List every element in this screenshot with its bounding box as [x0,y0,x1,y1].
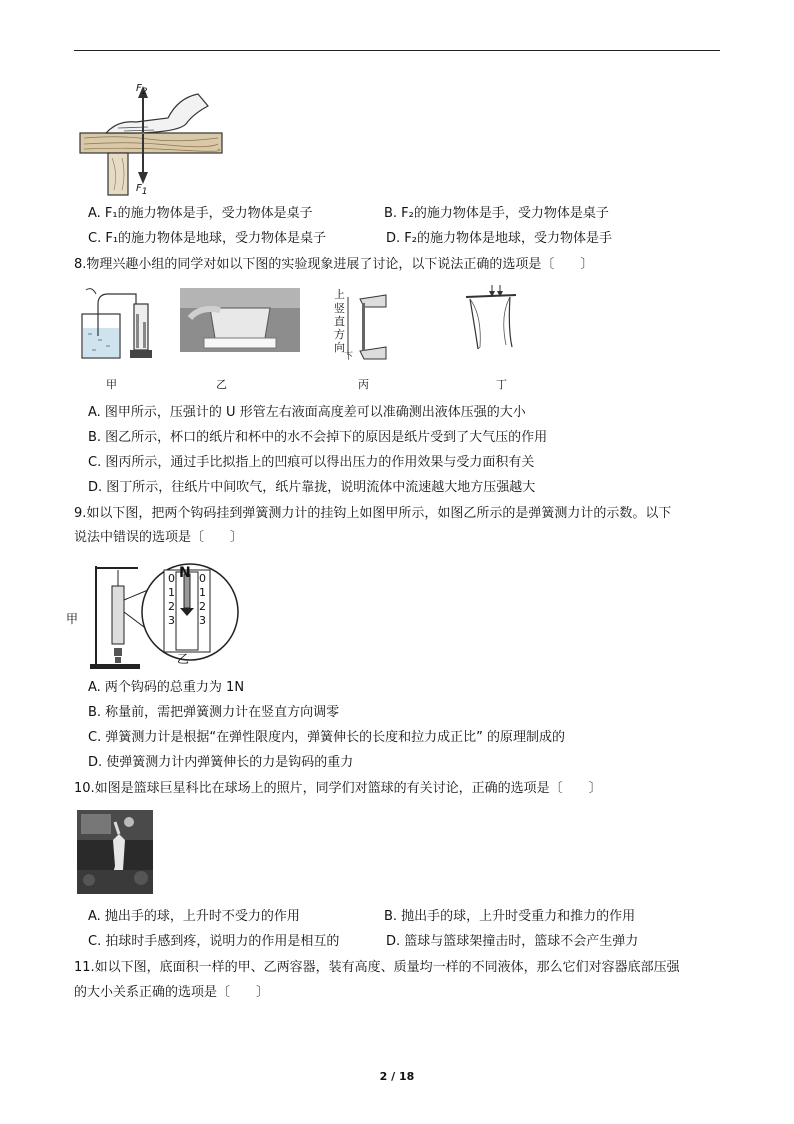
q9-stem-line1: 9.如以下图，把两个钩码挂到弹簧测力计的挂钩上如图甲所示，如图乙所示的是弹簧测力计的示数。以下 [74,506,672,521]
q7-option-c: C. F₁的施力物体是地球，受力物体是桌子 [88,231,327,246]
q8-label-bing: 丙 [358,378,369,391]
q8-fig-yi [180,288,300,352]
q9-stem-line2: 说法中错误的选项是〔 〕 [74,530,244,545]
q7-force-figure [78,78,223,196]
q8-label-ding: 丁 [496,378,507,391]
q8-fig-jia [78,284,158,362]
q9-option-b: B. 称量前，需把弹簧测力计在竖直方向调零 [88,705,340,720]
q10-option-d: D. 篮球与篮球架撞击时，篮球不会产生弹力 [386,934,639,949]
bing-top-label: 上 [334,288,345,301]
f2-label: $F_2$ [136,83,148,97]
q8-label-yi: 乙 [216,378,227,391]
page-number: 2 / 18 [379,1070,415,1083]
q9-option-d: D. 使弹簧测力计内弹簧伸长的力是钩码的重力 [88,755,354,770]
q11-stem-line2: 的大小关系正确的选项是〔 〕 [74,985,270,1000]
q9-scale-ticks-right: 0 1 2 3 [199,572,206,627]
q7-option-a: A. F₁的施力物体是手，受力物体是桌子 [88,206,313,221]
q8-label-jia: 甲 [106,378,117,391]
q10-basketball-photo [77,810,153,894]
q9-spring-scale-figure [90,560,240,672]
q9-scale-ticks-left: 0 1 2 3 [168,572,175,627]
q8-option-d: D. 图丁所示，往纸片中间吹气，纸片靠拢，说明流体中流速越大地方压强越大 [88,480,536,495]
q9-option-a: A. 两个钩码的总重力为 1N [88,680,245,695]
q11-stem-line1: 11.如以下图，底面积一样的甲、乙两容器，装有高度、质量均一样的不同液体，那么它们对容器底部压强 [74,960,680,975]
q7-option-b: B. F₂的施力物体是手，受力物体是桌子 [384,206,609,221]
q9-scale-unit: N [179,565,191,581]
q10-option-b: B. 抛出手的球，上升时受重力和推力的作用 [384,909,636,924]
q9-label-yi: 乙 [177,652,190,666]
q7-option-d: D. F₂的施力物体是地球，受力物体是手 [386,231,612,246]
bing-bottom-label: 下 [344,352,354,362]
q10-option-c: C. 拍球时手感到疼，说明力的作用是相互的 [88,934,340,949]
bing-direction-label: 竖 直 方 向 [334,302,345,354]
q8-stem: 8.物理兴趣小组的同学对如以下图的实验现象进展了讨论，以下说法正确的选项是〔 〕 [74,257,594,272]
q10-option-a: A. 抛出手的球，上升时不受力的作用 [88,909,300,924]
q9-label-jia: 甲 [66,612,79,626]
q10-stem: 10.如图是篮球巨星科比在球场上的照片，同学们对篮球的有关讨论，正确的选项是〔 〕 [74,781,602,796]
q8-option-b: B. 图乙所示，杯口的纸片和杯中的水不会掉下的原因是纸片受到了大气压的作用 [88,430,548,445]
q9-option-c: C. 弹簧测力计是根据“在弹性限度内，弹簧伸长的长度和拉力成正比” 的原理制成的 [88,730,565,745]
header-rule [74,50,720,51]
q8-option-a: A. 图甲所示，压强计的 U 形管左右液面高度差可以准确测出液体压强的大小 [88,405,526,420]
q8-option-c: C. 图丙所示，通过手比拟指上的凹痕可以得出压力的作用效果与受力面积有关 [88,455,535,470]
q8-fig-ding [462,285,532,355]
f1-label: $F_1$ [136,183,148,197]
